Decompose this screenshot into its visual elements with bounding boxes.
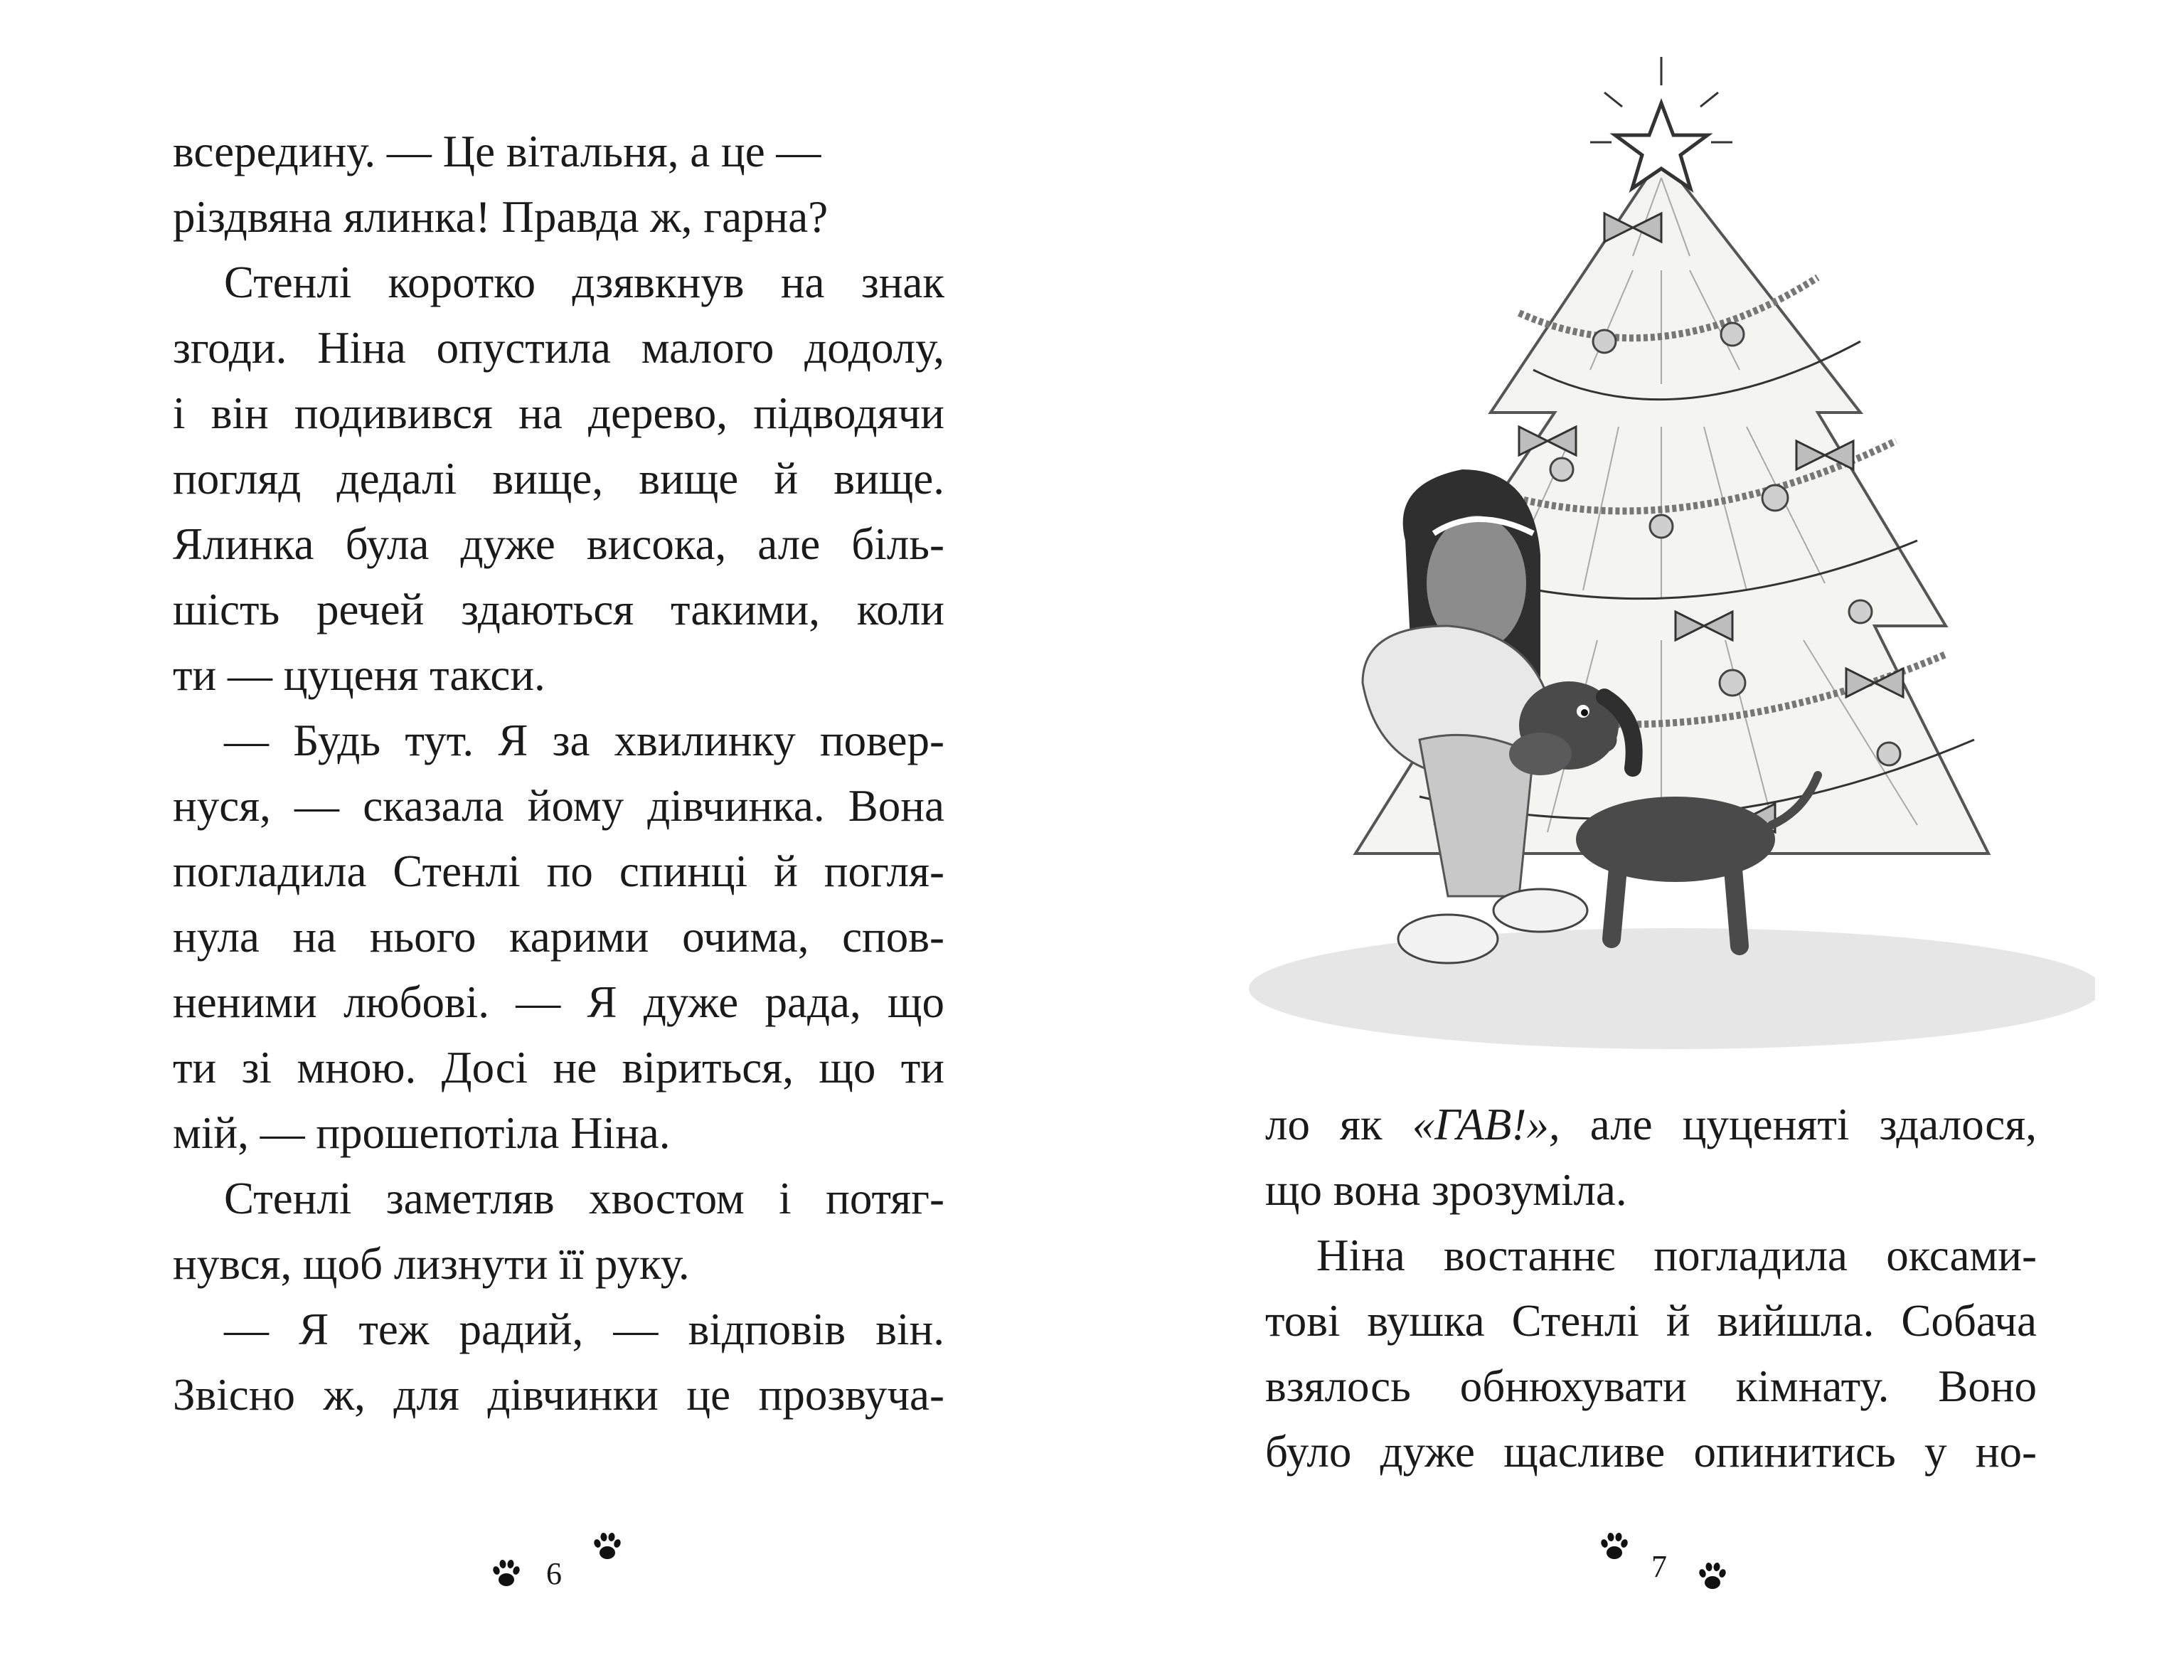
text-line: Стенлі коротко дзявкнув на знак bbox=[224, 257, 944, 307]
right-page bbox=[1092, 0, 2184, 1680]
text-line: всередину. — Це вітальня, а це — bbox=[173, 127, 821, 176]
text-line: було дуже щасливе опинитись у но- bbox=[1265, 1427, 2037, 1477]
text-line: Звісно ж, для дівчинки це прозвуча- bbox=[173, 1370, 944, 1420]
page-number: 7 bbox=[1651, 1549, 1667, 1584]
text-line: мій, — прошепотіла Ніна. bbox=[173, 1108, 671, 1158]
text-line: Ніна востаннє погладила оксами- bbox=[1316, 1230, 2037, 1280]
text-line: тові вушка Стенлі й вийшла. Собача bbox=[1265, 1296, 2037, 1346]
paw-print-icon bbox=[489, 1556, 523, 1590]
text-line: ти зі мною. Досі не віриться, що ти bbox=[173, 1043, 944, 1092]
italic-text: «ГАВ!», bbox=[1412, 1100, 1560, 1149]
text-line: і він подивився на дерево, підводячи bbox=[173, 388, 944, 438]
text-line: Стенлі заметляв хвостом і потяг- bbox=[224, 1174, 944, 1223]
text-line: нуся, — сказала йому дівчинка. Вона bbox=[173, 781, 944, 831]
text-line: взялось обнюхувати кімнату. Воно bbox=[1265, 1361, 2037, 1411]
text-line: неними любові. — Я дуже рада, що bbox=[173, 977, 944, 1027]
text-line: — Я теж радий, — відповів він. bbox=[224, 1304, 944, 1354]
floor-shadow bbox=[1249, 928, 2095, 1049]
christmas-tree-illustration bbox=[1235, 43, 2095, 1053]
text-line: погляд дедалі вище, вище й вище. bbox=[173, 454, 944, 504]
text-line: нувся, щоб лизнути її руку. bbox=[173, 1239, 690, 1289]
text-line: різдвяна ялинка! Правда ж, гарна? bbox=[173, 192, 829, 242]
page-number: 6 bbox=[546, 1556, 562, 1591]
paw-print-icon bbox=[1695, 1559, 1730, 1593]
paw-print-icon bbox=[1597, 1529, 1631, 1563]
text-line: ти — цуценя такси. bbox=[173, 650, 545, 700]
text-line: — Будь тут. Я за хвилинку повер- bbox=[224, 716, 944, 765]
text-line: Ялинка була дуже висока, але біль- bbox=[173, 519, 944, 569]
paw-print-icon bbox=[590, 1529, 624, 1563]
text-line: що вона зрозуміла. bbox=[1265, 1165, 1627, 1215]
text-line: ло як «ГАВ!», але цуценяті здалося, bbox=[1265, 1100, 2037, 1149]
text-line: погладила Стенлі по спинці й погля- bbox=[173, 846, 944, 896]
star-icon bbox=[1590, 57, 1732, 188]
text-line: нула на нього карими очима, спов- bbox=[173, 912, 944, 962]
text-line: згоди. Ніна опустила малого додолу, bbox=[173, 323, 944, 373]
text-line: шість речей здаються такими, коли bbox=[173, 585, 944, 634]
